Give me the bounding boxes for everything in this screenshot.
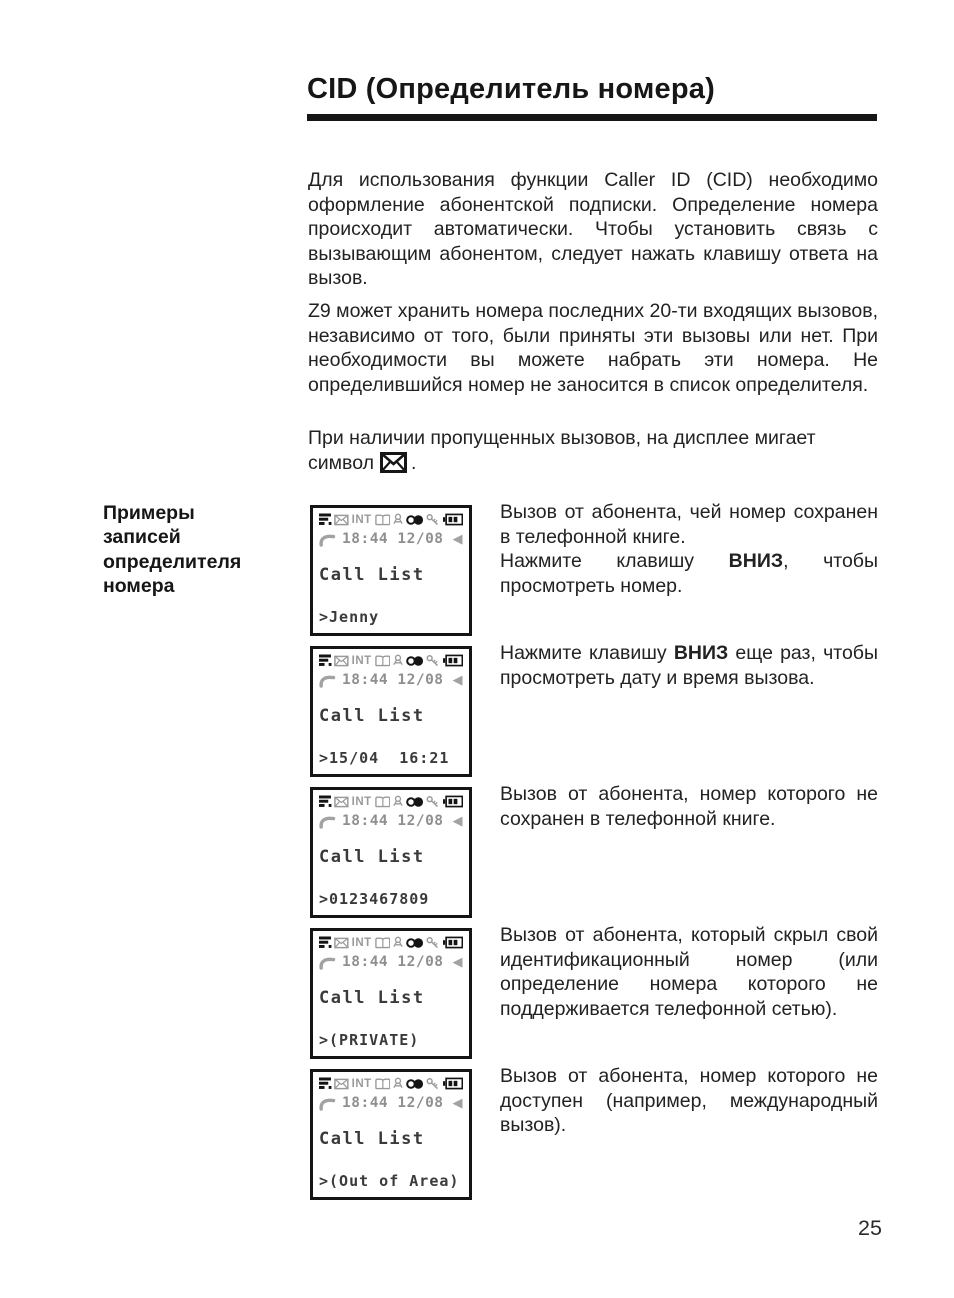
missed-call-envelope-icon (380, 452, 407, 473)
lcd-entry: >0123467809 (319, 890, 430, 908)
answering-machine-icon (406, 796, 424, 808)
lcd-time-row (319, 1094, 463, 1112)
page-title: CID (Определитель номера) (307, 73, 715, 105)
cid-example-row (310, 642, 880, 777)
lcd-entry: >15/04 16:21 (319, 749, 450, 767)
lcd-entry: >(Out of Area) (319, 1172, 460, 1190)
speaker-icon: ◀ (452, 813, 463, 829)
battery-icon (443, 1077, 463, 1090)
handset-icon (319, 532, 336, 547)
caption-text: Вызов от абонента, номер которого не доступен (например, международный вызов). (500, 1065, 878, 1137)
lcd-call-list-title: Call List (319, 706, 425, 726)
mail-icon (334, 796, 349, 808)
lcd-entry: >Jenny (319, 608, 380, 626)
lcd-call-list-title: Call List (319, 565, 425, 585)
signal-bars-icon (319, 654, 332, 667)
battery-icon (443, 654, 463, 667)
phonebook-icon (375, 937, 391, 949)
phone-lcd-screen (310, 928, 472, 1059)
lcd-status-bar (319, 653, 463, 668)
missed-call-note-text: При наличии пропущенных вызовов, на дисплее мигает символ (308, 427, 816, 474)
lcd-time-row (319, 530, 463, 548)
int-indicator: INT (351, 795, 372, 808)
answering-machine-icon (406, 1078, 424, 1090)
signal-bars-icon (319, 1077, 332, 1090)
answering-machine-icon (406, 655, 424, 667)
ringer-icon (392, 795, 404, 808)
caption-text: Нажмите клавишу ВНИЗ еще раз, чтобы просмотреть дату и время вызова. (500, 642, 878, 689)
key-icon (426, 513, 439, 526)
ringer-icon (392, 513, 404, 526)
lcd-status-bar (319, 512, 463, 527)
key-icon (426, 936, 439, 949)
title-rule (307, 114, 877, 121)
missed-call-note (308, 426, 878, 475)
mail-icon (334, 655, 349, 667)
sidebar-heading-line: номера (103, 575, 175, 598)
phone-lcd-screen (310, 505, 472, 636)
missed-call-note-period: . (410, 451, 417, 474)
ringer-icon (392, 654, 404, 667)
lcd-entry: >(PRIVATE) (319, 1031, 420, 1049)
phonebook-icon (375, 655, 391, 667)
battery-icon (443, 795, 463, 808)
signal-bars-icon (319, 513, 332, 526)
lcd-time-row (319, 953, 463, 971)
int-indicator: INT (351, 936, 372, 949)
int-indicator: INT (351, 513, 372, 526)
speaker-icon: ◀ (452, 1095, 463, 1111)
cid-example-row (310, 1065, 880, 1200)
speaker-icon: ◀ (452, 954, 463, 970)
handset-icon (319, 814, 336, 829)
battery-icon (443, 936, 463, 949)
lcd-time: 18:44 12/08 (342, 672, 444, 688)
key-icon (426, 654, 439, 667)
answering-machine-icon (406, 514, 424, 526)
mail-icon (334, 1078, 349, 1090)
speaker-icon: ◀ (452, 672, 463, 688)
signal-bars-icon (319, 936, 332, 949)
battery-icon (443, 513, 463, 526)
ringer-icon (392, 1077, 404, 1090)
phone-lcd-screen (310, 646, 472, 777)
handset-icon (319, 673, 336, 688)
cid-example-row (310, 924, 880, 1059)
lcd-time: 18:44 12/08 (342, 954, 444, 970)
phone-lcd-screen (310, 1069, 472, 1200)
lcd-time: 18:44 12/08 (342, 1095, 444, 1111)
lcd-status-bar (319, 1076, 463, 1091)
cid-example-row (310, 783, 880, 918)
lcd-call-list-title: Call List (319, 988, 425, 1008)
caption-text: Вызов от абонента, номер которого не сохранен в телефонной книге. (500, 783, 878, 830)
sidebar-heading-line: Примеры (103, 502, 195, 524)
caption-text: Вызов от абонента, который скрыл свой идентификационный номер (или определение номера которого не поддерживается телефонной сетью). (500, 924, 878, 1020)
signal-bars-icon (319, 795, 332, 808)
sidebar-heading-line: определителя (103, 550, 242, 573)
mail-icon (334, 514, 349, 526)
lcd-status-bar (319, 935, 463, 950)
ringer-icon (392, 936, 404, 949)
lcd-time: 18:44 12/08 (342, 813, 444, 829)
cid-examples-list (310, 501, 880, 1210)
int-indicator: INT (351, 1077, 372, 1090)
phonebook-icon (375, 1078, 391, 1090)
intro-paragraph-1: Для использования функции Caller ID (CID) необходимо оформление абонентской подписки. Определение номера происходит автоматически. Чтобы установить связь с вызывающим абонентом, следует нажать клавишу ответа на вызов. (308, 169, 878, 290)
lcd-status-bar (319, 794, 463, 809)
phone-lcd-screen (310, 787, 472, 918)
key-icon (426, 1077, 439, 1090)
intro-paragraph-2: Z9 может хранить номера последних 20-ти входящих вызовов, независимо от того, были приняты эти вызовы или нет. При необходимости вы можете набрать эти номера. Не определившийся номер не заносится в список определителя. (308, 300, 879, 396)
lcd-call-list-title: Call List (319, 847, 425, 867)
handset-icon (319, 1096, 336, 1111)
lcd-time: 18:44 12/08 (342, 531, 444, 547)
mail-icon (334, 937, 349, 949)
lcd-time-row (319, 812, 463, 830)
speaker-icon: ◀ (452, 531, 463, 547)
phonebook-icon (375, 514, 391, 526)
int-indicator: INT (351, 654, 372, 667)
lcd-call-list-title: Call List (319, 1129, 425, 1149)
sidebar-heading (103, 501, 298, 599)
caption-text: Вызов от абонента, чей номер сохранен в телефонной книге. Нажмите клавишу ВНИЗ, чтобы просмотреть номер. (500, 501, 878, 597)
key-icon (426, 795, 439, 808)
cid-example-row (310, 501, 880, 636)
phonebook-icon (375, 796, 391, 808)
lcd-time-row (319, 671, 463, 689)
page-number: 25 (858, 1216, 882, 1240)
answering-machine-icon (406, 937, 424, 949)
sidebar-heading-line: записей (103, 526, 181, 549)
handset-icon (319, 955, 336, 970)
